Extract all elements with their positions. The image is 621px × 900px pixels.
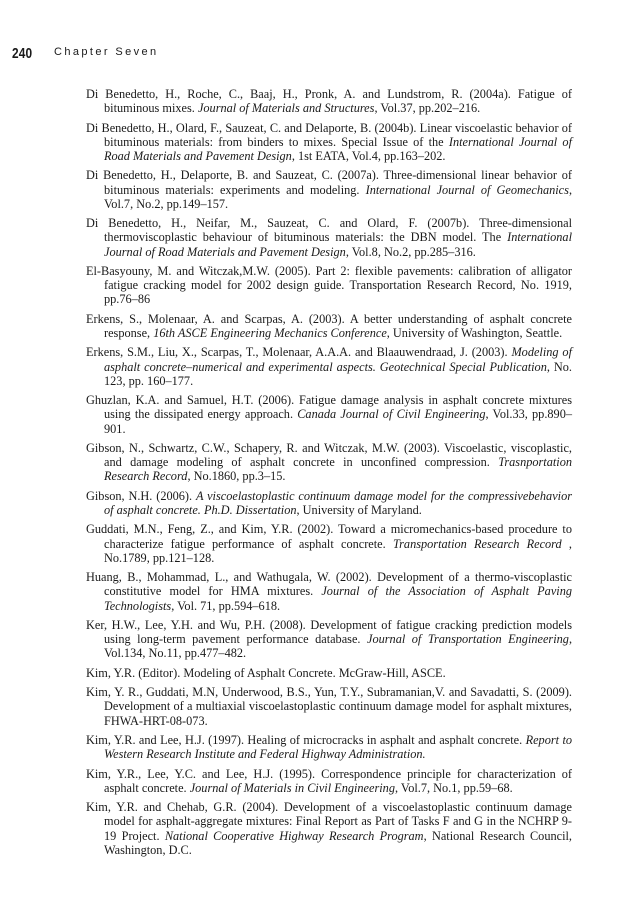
reference-details: , Vol.134, No.11, pp.477–482.: [104, 632, 573, 661]
running-header: [12, 45, 159, 65]
reference-source-title: International Journal of Geomechanics: [365, 182, 569, 197]
reference-source-title: Canada Journal of Civil Engineering: [297, 407, 486, 422]
reference-entry: [86, 393, 572, 436]
reference-text: Kim, Y.R., Lee, Y.C. and Lee, H.J. (1995). Correspondence principle for characterization of asphalt concrete.: [86, 766, 572, 795]
reference-text: Gibson, N., Schwartz, C.W., Schapery, R. and Witczak, M.W. (2003). Viscoelastic, viscoplastic, and damage modeling of asphalt concrete in unconfined compression.: [86, 440, 572, 470]
reference-text: Kim, Y. R., Guddati, M.N, Underwood, B.S., Yun, T.Y., Subramanian,V. and Savadatti, S. (2009). Development of a multiaxial viscoelastoplastic continuum damage model for asphalt mixtures, FHWA-HRT-08-073.: [86, 685, 572, 728]
reference-entry: [86, 168, 572, 211]
reference-source-title: International Journal of Road Materials and Pavement Design: [104, 230, 572, 259]
reference-details: , University of Washington, Seattle.: [386, 325, 563, 340]
reference-text: Di Benedetto, H., Delaporte, B. and Sauzeat, C. (2007a). Three-dimensional linear behavior of bituminous materials: experiments and modeling.: [86, 168, 572, 197]
reference-text: Di Benedetto, H., Roche, C., Baaj, H., Pronk, A. and Lundstrom, R. (2004a). Fatigue of bituminous mixes.: [86, 87, 572, 116]
reference-source-title: Transportation Research Record: [392, 536, 562, 551]
reference-entry: [86, 522, 572, 565]
reference-entry: [86, 767, 572, 795]
reference-details: , No.1860, pp.3–15.: [187, 469, 286, 484]
reference-text: Guddati, M.N., Feng, Z., and Kim, Y.R. (2002). Toward a micromechanics-based procedure to characterize fatigue performance of asphalt concrete.: [86, 522, 572, 551]
reference-text: Ghuzlan, K.A. and Samuel, H.T. (2006). Fatigue damage analysis in asphalt concrete mixtures using the dissipated energy approach.: [86, 393, 572, 422]
reference-text: Gibson, N.H. (2006).: [86, 488, 196, 503]
page-number: 240: [12, 46, 33, 62]
reference-entry: [86, 570, 572, 613]
reference-entry: [86, 489, 572, 517]
reference-entry: [86, 264, 572, 307]
reference-entry: [86, 345, 572, 388]
reference-details: , No. 123, pp. 160–177.: [104, 359, 572, 388]
reference-text: Kim, Y.R. and Chehab, G.R. (2004). Development of a viscoelastoplastic continuum damage model for asphalt-aggregate mixtures: Final Report as Part of Tasks F and G in the NCHRP 9-19 Project.: [86, 800, 572, 843]
reference-text: Di Benedetto, H., Olard, F., Sauzeat, C. and Delaporte, B. (2004b). Linear viscoelastic behavior of bituminous materials: from binders to mixes. Special Issue of the: [86, 120, 572, 149]
reference-entry: [86, 685, 572, 728]
reference-details: , National Research Council, Washington, D.C.: [104, 828, 572, 857]
reference-source-title: Journal of Materials and Structures: [197, 101, 375, 116]
reference-source-title: Modeling of asphalt concrete–numerical and experimental aspects. Geotechnical Special Publication: [104, 345, 572, 374]
reference-details: , Vol.7, No.1, pp.59–68.: [394, 780, 513, 795]
reference-text: Huang, B., Mohammad, L., and Wathugala, W. (2002). Development of a thermo-viscoplastic constitutive model for HMA mixtures.: [86, 570, 572, 599]
chapter-title: Chapter Seven: [54, 46, 159, 58]
reference-entry: [86, 800, 572, 857]
reference-text: Kim, Y.R. and Lee, H.J. (1997). Healing of microcracks in asphalt and asphalt concrete.: [86, 732, 526, 747]
reference-text: El-Basyouny, M. and Witczak,M.W. (2005). Part 2: flexible pavements: calibration of alligator fatigue cracking model for 2002 design guide. Transportation Research Record, No. 1919, pp.76–86: [86, 263, 572, 307]
reference-source-title: Journal of Materials in Civil Engineering: [189, 780, 395, 795]
reference-details: , University of Maryland.: [296, 502, 422, 517]
reference-source-title: A viscoelastoplastic continuum damage model for the compressivebehavior of asphalt concrete. Ph.D. Dissertation: [104, 488, 573, 517]
reference-source-title: International Journal of Road Materials and Pavement Design: [104, 134, 572, 163]
reference-entry: [86, 121, 572, 164]
reference-entry: [86, 441, 572, 484]
reference-list: [86, 87, 572, 862]
reference-source-title: 16th ASCE Engineering Mechanics Conference: [153, 325, 387, 340]
reference-entry: [86, 87, 572, 115]
reference-details: , No.1789, pp.121–128.: [104, 536, 572, 565]
reference-source-title: Trasnportation Research Record: [104, 455, 572, 484]
reference-text: Erkens, S.M., Liu, X., Scarpas, T., Molenaar, A.A.A. and Blaauwendraad, J. (2003).: [86, 345, 512, 360]
reference-details: , Vol.37, pp.202–216.: [374, 101, 481, 116]
reference-entry: [86, 312, 572, 340]
reference-entry: [86, 618, 572, 661]
reference-source-title: Journal of Transportation Engineering: [367, 632, 569, 647]
reference-source-title: National Cooperative Highway Research Program: [164, 828, 424, 843]
reference-details: , 1st EATA, Vol.4, pp.163–202.: [291, 149, 446, 163]
reference-details: , Vol.33, pp.890–901.: [104, 407, 573, 436]
reference-details: , Vol.8, No.2, pp.285–316.: [345, 244, 476, 259]
reference-text: Kim, Y.R. (Editor). Modeling of Asphalt Concrete. McGraw-Hill, ASCE.: [86, 665, 446, 680]
reference-source-title: Report to Western Research Institute and Federal Highway Administration.: [104, 732, 573, 762]
reference-source-title: Journal of the Association of Asphalt Paving Technologists: [104, 584, 573, 613]
reference-details: , Vol. 71, pp.594–618.: [171, 598, 281, 613]
reference-text: Di Benedetto, H., Neifar, M., Sauzeat, C. and Olard, F. (2007b). Three-dimensional thermoviscoplastic behaviour of bituminous materials: the DBN model. The: [86, 216, 572, 245]
reference-entry: [86, 733, 572, 761]
reference-text: Ker, H.W., Lee, Y.H. and Wu, P.H. (2008). Development of fatigue cracking prediction models using long-term pavement performance database.: [86, 617, 572, 647]
reference-entry: [86, 666, 572, 680]
reference-details: , Vol.7, No.2, pp.149–157.: [104, 182, 573, 211]
reference-text: Erkens, S., Molenaar, A. and Scarpas, A. (2003). A better understanding of asphalt concrete response,: [86, 311, 572, 340]
reference-entry: [86, 216, 572, 259]
